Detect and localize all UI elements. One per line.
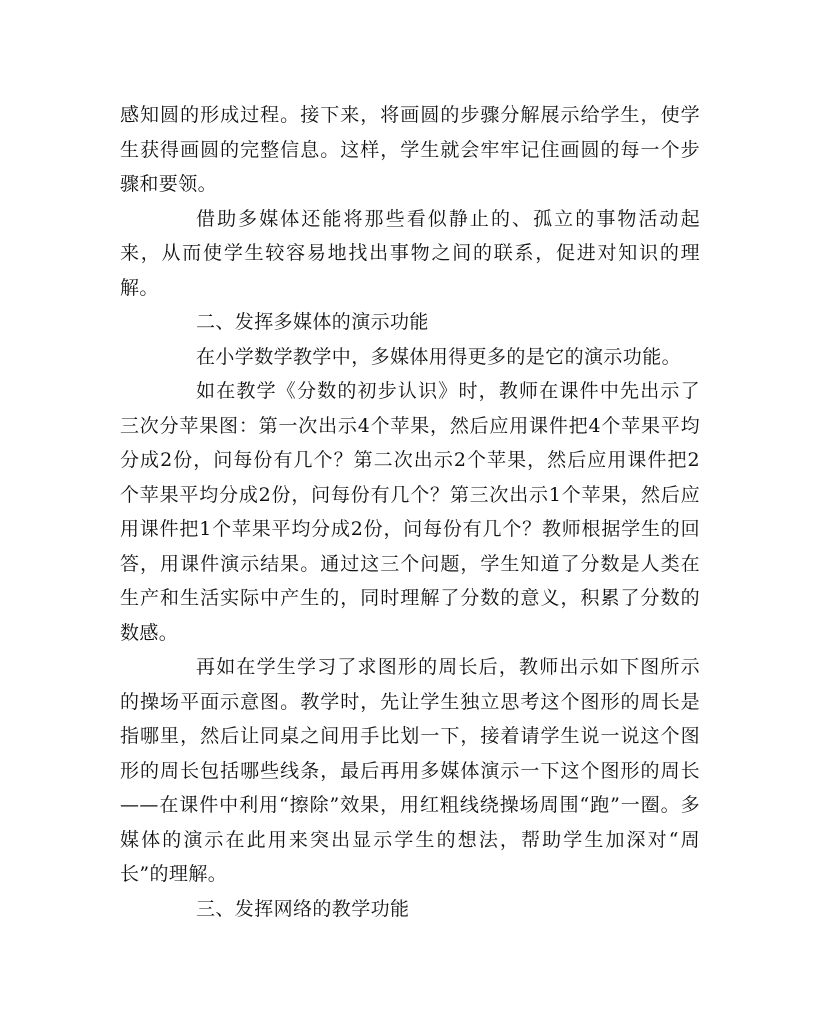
paragraph-multimedia-animation: 借助多媒体还能将那些看似静止的、孤立的事物活动起来，从而使学生较容易地找出事物之间的联系，促进对知识的理解。	[120, 207, 700, 299]
paragraph-continuation: 感知圆的形成过程。接下来，将画圆的步骤分解展示给学生，使学生获得画圆的完整信息。这样，学生就会牢牢记住画圆的每一个步骤和要领。	[120, 104, 700, 195]
paragraph-demonstration-intro: 在小学数学教学中，多媒体用得更多的是它的演示功能。	[196, 345, 682, 368]
document-body	[120, 98, 700, 926]
paragraph-perimeter-example: 再如在学生学习了求图形的周长后，教师出示如下图所示的操场平面示意图。教学时，先让学生独立思考这个图形的周长是指哪里，然后让同桌之间用手比划一下，接着请学生说一说这个图形的周长包括哪些线条，最后再用多媒体演示一下这个图形的周长——在课件中利用“擦除”效果，用红粗线绕操场周围“跑”一圈。多媒体的演示在此用来突出显示学生的想法，帮助学生加深对“周长”的理解。	[120, 656, 700, 885]
paragraph-fraction-example: 如在教学《分数的初步认识》时，教师在课件中先出示了三次分苹果图：第一次出示4个苹果，然后应用课件把4个苹果平均分成2份，问每份有几个？第二次出示2个苹果，然后应用课件把2个苹果平均分成2份，问每份有几个？第三次出示1个苹果，然后应用课件把1个苹果平均分成2份，问每份有几个？教师根据学生的回答，用课件演示结果。通过这三个问题，学生知道了分数是人类在生产和生活实际中产生的，同时理解了分数的意义，积累了分数的数感。	[120, 380, 700, 644]
section-heading-network: 三、发挥网络的教学功能	[196, 897, 410, 920]
section-heading-demonstration: 二、发挥多媒体的演示功能	[196, 311, 429, 333]
